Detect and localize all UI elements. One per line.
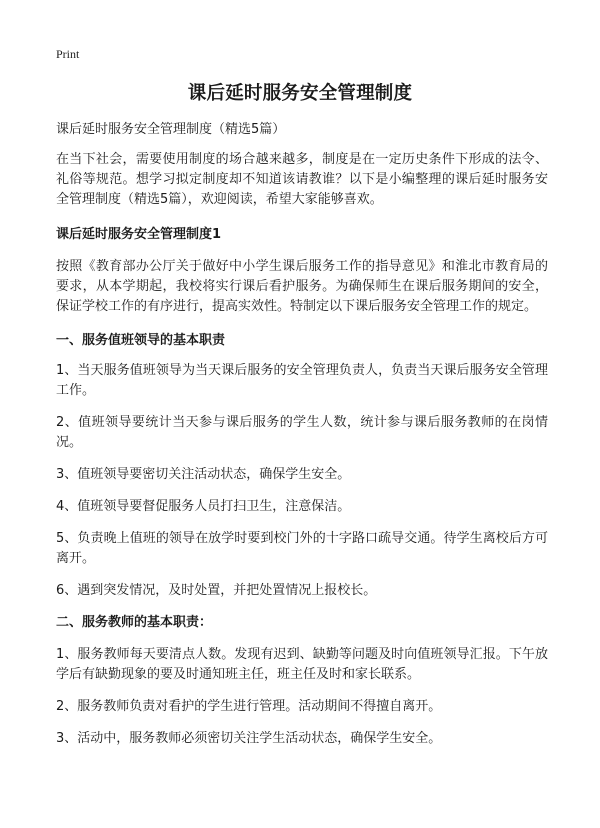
subtitle: 课后延时服务安全管理制度（精选5篇） (56, 122, 286, 137)
intro-paragraph: 在当下社会，需要使用制度的场合越来越多，制度是在一定历史条件下形成的法令、礼俗等规范。想学习拟定制度却不知道该请教谁？以下是小编整理的课后延时服务安全管理制度（精选5篇），欢迎阅读，希望大家能够喜欢。 (56, 152, 548, 207)
section-paragraph: 按照《教育部办公厅关于做好中小学生课后服务工作的指导意见》和淮北市教育局的要求，从本学期起，我校将实行课后看护服务。为确保师生在课后服务期间的安全，保证学校工作的有序进行，提高实效性。特制定以下课后服务安全管理工作的规定。 (56, 259, 548, 314)
list-item: 3、值班领导要密切关注活动状态，确保学生安全。 (56, 467, 351, 482)
list-item: 5、负责晚上值班的领导在放学时要到校门外的十字路口疏导交通。待学生离校后方可离开。 (56, 531, 548, 566)
page-title: 课后延时服务安全管理制度 (187, 83, 413, 104)
list-item: 2、服务教师负责对看护的学生进行管理。活动期间不得擅自离开。 (56, 699, 442, 714)
list-item: 4、值班领导要督促服务人员打扫卫生，注意保洁。 (56, 499, 351, 514)
part1-heading: 一、服务值班领导的基本职责 (56, 333, 226, 348)
list-item: 6、遇到突发情况，及时处置，并把处置情况上报校长。 (56, 583, 377, 598)
part2-heading: 二、服务教师的基本职责： (56, 615, 213, 630)
section-heading: 课后延时服务安全管理制度1 (56, 227, 222, 242)
list-item: 1、当天服务值班领导为当天课后服务的安全管理负责人，负责当天课后服务安全管理工作。 (56, 363, 548, 398)
list-item: 3、活动中，服务教师必须密切关注学生活动状态，确保学生安全。 (56, 731, 442, 746)
print-link[interactable]: Print (56, 47, 80, 61)
document-body (56, 120, 548, 761)
list-item: 2、值班领导要统计当天参与课后服务的学生人数，统计参与课后服务教师的在岗情况。 (56, 415, 548, 450)
list-item: 1、服务教师每天要清点人数。发现有迟到、缺勤等问题及时向值班领导汇报。下午放学后有缺勤现象的要及时通知班主任，班主任及时和家长联系。 (56, 647, 548, 682)
